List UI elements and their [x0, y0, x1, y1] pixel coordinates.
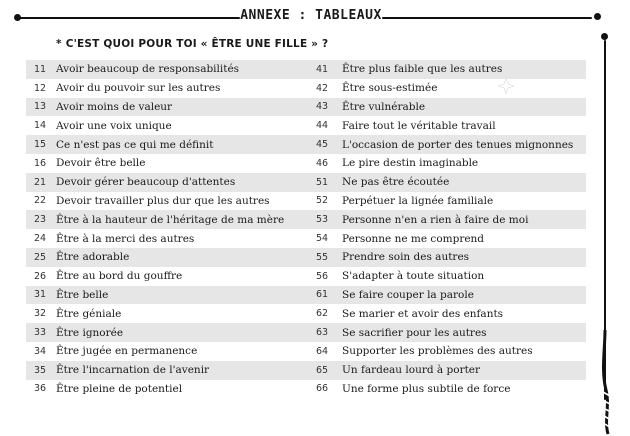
item-number: 11 — [34, 63, 47, 75]
table-row — [26, 304, 586, 323]
item-label: S'adapter à toute situation — [342, 270, 485, 283]
item-label: Être sous-estimée — [342, 82, 438, 95]
right-cell — [306, 157, 586, 169]
item-label: Ne pas être écoutée — [342, 176, 450, 189]
item-label: Perpétuer la lignée familiale — [342, 194, 494, 207]
left-cell — [26, 82, 306, 94]
item-number: 64 — [316, 345, 329, 357]
item-label: Prendre soin des autres — [342, 251, 470, 264]
item-label: Se sacrifier pour les autres — [342, 326, 487, 339]
asterisk-bullet: * — [56, 38, 62, 50]
border-dot-left — [14, 14, 21, 21]
table-row — [26, 361, 586, 380]
table-row — [26, 98, 586, 117]
left-cell — [26, 289, 306, 301]
right-cell — [306, 101, 586, 113]
left-cell — [26, 364, 306, 376]
left-cell — [26, 63, 306, 75]
table-row — [26, 154, 586, 173]
item-label: Devoir être belle — [56, 157, 146, 170]
item-number: 14 — [34, 120, 47, 132]
item-label: Avoir une voix unique — [56, 119, 172, 132]
table-row — [26, 248, 586, 267]
item-number: 32 — [34, 308, 47, 320]
item-label: Être belle — [56, 288, 109, 301]
item-number: 53 — [316, 214, 329, 226]
item-label: Avoir moins de valeur — [56, 100, 173, 113]
item-label: L'occasion de porter des tenues mignonnes — [342, 138, 574, 151]
item-number: 66 — [316, 383, 329, 395]
item-label: Être au bord du gouffre — [56, 270, 183, 283]
item-number: 56 — [316, 270, 329, 282]
right-cell — [306, 251, 586, 263]
right-cell — [306, 289, 586, 301]
item-number: 55 — [316, 251, 329, 263]
table-row — [26, 267, 586, 286]
right-cell — [306, 327, 586, 339]
item-number: 42 — [316, 82, 329, 94]
right-cell — [306, 82, 586, 94]
item-label: Avoir beaucoup de responsabilités — [56, 63, 240, 76]
item-label: Une forme plus subtile de force — [342, 382, 511, 395]
rope-decoration-icon — [596, 330, 626, 436]
table-row — [26, 323, 586, 342]
right-cell — [306, 176, 586, 188]
page-title: ANNEXE : TABLEAUX — [240, 8, 382, 23]
right-cell — [306, 383, 586, 395]
top-border-right — [382, 17, 592, 19]
item-label: Être géniale — [56, 307, 122, 320]
item-label: Faire tout le véritable travail — [342, 119, 496, 132]
left-cell — [26, 251, 306, 263]
item-label: Devoir gérer beaucoup d'attentes — [56, 176, 236, 189]
item-label: Personne ne me comprend — [342, 232, 485, 245]
item-number: 13 — [34, 101, 47, 113]
answers-table — [26, 60, 586, 398]
item-number: 41 — [316, 63, 329, 75]
right-cell — [306, 195, 586, 207]
item-number: 45 — [316, 139, 329, 151]
table-row — [26, 380, 586, 399]
left-cell — [26, 101, 306, 113]
item-number: 21 — [34, 176, 47, 188]
left-cell — [26, 214, 306, 226]
item-label: Être adorable — [56, 251, 130, 264]
item-label: Être à la hauteur de l'héritage de ma mère — [56, 213, 285, 226]
table-row — [26, 60, 586, 79]
item-label: Être l'incarnation de l'avenir — [56, 364, 210, 377]
left-cell — [26, 270, 306, 282]
item-number: 31 — [34, 289, 47, 301]
top-border-left — [18, 17, 240, 19]
item-number: 63 — [316, 327, 329, 339]
item-label: Se marier et avoir des enfants — [342, 307, 504, 320]
item-number: 24 — [34, 233, 47, 245]
item-number: 44 — [316, 120, 329, 132]
item-number: 34 — [34, 345, 47, 357]
item-label: Être jugée en permanence — [56, 345, 198, 358]
left-cell — [26, 157, 306, 169]
table-row — [26, 116, 586, 135]
left-cell — [26, 120, 306, 132]
table-row — [26, 286, 586, 305]
item-number: 23 — [34, 214, 47, 226]
item-number: 65 — [316, 364, 329, 376]
right-cell — [306, 233, 586, 245]
right-cell — [306, 120, 586, 132]
item-label: Être ignorée — [56, 326, 124, 339]
item-label: Être pleine de potentiel — [56, 382, 183, 395]
left-cell — [26, 327, 306, 339]
item-label: Ce n'est pas ce qui me définit — [56, 138, 214, 151]
item-label: Être plus faible que les autres — [342, 63, 503, 76]
item-number: 51 — [316, 176, 329, 188]
right-cell — [306, 214, 586, 226]
table-row — [26, 173, 586, 192]
right-cell — [306, 63, 586, 75]
border-dot-right — [594, 13, 601, 20]
table-row — [26, 229, 586, 248]
item-number: 26 — [34, 270, 47, 282]
right-cell — [306, 308, 586, 320]
item-label: Être à la merci des autres — [56, 232, 195, 245]
item-number: 12 — [34, 82, 47, 94]
item-number: 22 — [34, 195, 47, 207]
item-number: 61 — [316, 289, 329, 301]
item-number: 35 — [34, 364, 47, 376]
item-label: Être vulnérable — [342, 100, 426, 113]
item-number: 16 — [34, 157, 47, 169]
item-label: Devoir travailler plus dur que les autres — [56, 194, 270, 207]
item-label: Se faire couper la parole — [342, 288, 474, 301]
left-cell — [26, 233, 306, 245]
item-number: 62 — [316, 308, 329, 320]
right-cell — [306, 345, 586, 357]
left-cell — [26, 139, 306, 151]
question-heading — [56, 38, 328, 50]
item-number: 33 — [34, 327, 47, 339]
table-row — [26, 79, 586, 98]
item-number: 54 — [316, 233, 329, 245]
item-number: 25 — [34, 251, 47, 263]
table-row — [26, 210, 586, 229]
right-cell — [306, 270, 586, 282]
item-label: Personne n'en a rien à faire de moi — [342, 213, 529, 226]
item-label: Le pire destin imaginable — [342, 157, 479, 170]
item-number: 15 — [34, 139, 47, 151]
table-row — [26, 192, 586, 211]
left-cell — [26, 308, 306, 320]
item-number: 46 — [316, 157, 329, 169]
question-text: C'EST QUOI POUR TOI « ÊTRE UNE FILLE » ? — [65, 38, 329, 50]
table-row — [26, 342, 586, 361]
border-dot-corner — [601, 33, 608, 40]
item-label: Supporter les problèmes des autres — [342, 345, 533, 358]
item-label: Un fardeau lourd à porter — [342, 364, 481, 377]
item-number: 43 — [316, 101, 329, 113]
right-cell — [306, 139, 586, 151]
left-cell — [26, 195, 306, 207]
right-cell — [306, 364, 586, 376]
left-cell — [26, 176, 306, 188]
item-label: Avoir du pouvoir sur les autres — [56, 82, 221, 95]
left-cell — [26, 345, 306, 357]
table-row — [26, 135, 586, 154]
left-cell — [26, 383, 306, 395]
item-number: 36 — [34, 383, 47, 395]
item-number: 52 — [316, 195, 329, 207]
